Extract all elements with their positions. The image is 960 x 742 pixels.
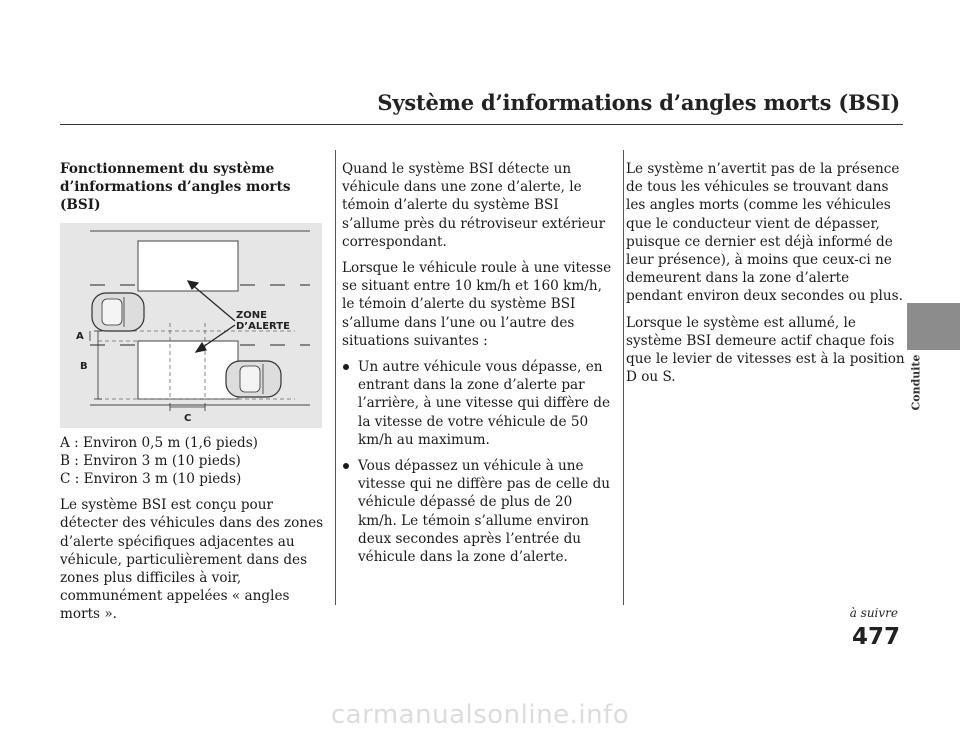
body-paragraph: Lorsque le système est allumé, le système BSI demeure actif chaque fois que le levier de vitesses est à la position D ou S. bbox=[626, 314, 905, 386]
bullet-text: Vous dépassez un véhicule à une vitesse qui ne diffère pas de celle du véhicule dépassé de plus de 20 km/h. Le témoin s’allume environ deux secondes après l’entrée du véhicule dans la zone d’alerte. bbox=[358, 458, 611, 566]
chapter-tab bbox=[907, 303, 960, 350]
column-divider bbox=[623, 150, 624, 605]
continued-note: à suivre bbox=[849, 606, 898, 620]
chapter-label-text: Conduite bbox=[909, 353, 923, 411]
bullet-text: Un autre véhicule vous dépasse, en entrant dans la zone d’alerte par l’arrière, à une vitesse qui diffère de la vitesse de votre véhicule de 50 km/h au maximum. bbox=[358, 359, 610, 448]
dimension-item: A : Environ 0,5 m (1,6 pieds) bbox=[60, 434, 258, 451]
header-divider bbox=[60, 124, 903, 125]
dimension-label-c: C bbox=[184, 412, 192, 424]
bullet-item bbox=[342, 457, 612, 566]
body-paragraph: Le système BSI est conçu pour détecter des véhicules dans des zones d’alerte spécifiques adjacentes au véhicule, particulièrement dans des zones plus difficiles à voir, communément appelées « angles morts ». bbox=[60, 497, 324, 623]
own-car-icon bbox=[92, 293, 144, 331]
column-2 bbox=[342, 160, 612, 574]
zone-label: ZONE bbox=[236, 309, 267, 321]
bullet-icon bbox=[343, 364, 349, 370]
bullet-icon bbox=[343, 463, 349, 469]
subsection-heading: Fonctionnement du système d’informations d’angles morts (BSI) bbox=[60, 161, 291, 214]
body-paragraph: Le système n’avertit pas de la présence de tous les véhicules se trouvant dans les angles morts (comme les véhicules que le conducteur vient de dépasser, puisque ce dernier est déjà informé de leur présence), à moins que ceux-ci ne demeurent dans la zone d’alerte pendant environ deux secondes ou plus. bbox=[626, 161, 903, 305]
page-number: 477 bbox=[851, 624, 900, 650]
body-paragraph: Lorsque le véhicule roule à une vitesse se situant entre 10 km/h et 160 km/h, le témoin d’alerte du système BSI s’allume dans l’une ou l’autre des situations suivantes : bbox=[342, 260, 612, 349]
other-car-icon bbox=[226, 361, 281, 397]
dimension-label-b: B bbox=[80, 360, 88, 372]
bullet-item bbox=[342, 358, 612, 449]
dimension-list bbox=[60, 434, 325, 489]
watermark: carmanualsonline.info bbox=[330, 700, 630, 730]
column-3 bbox=[626, 160, 906, 394]
column-divider bbox=[335, 150, 336, 605]
dimension-label-a: A bbox=[76, 330, 84, 342]
column-1 bbox=[60, 160, 325, 632]
bsi-zone-diagram bbox=[60, 223, 322, 428]
dimension-item: C : Environ 3 m (10 pieds) bbox=[60, 471, 242, 488]
dimension-item: B : Environ 3 m (10 pieds) bbox=[60, 452, 241, 469]
section-title: Système d’informations d’angles morts (BSI) bbox=[377, 90, 900, 115]
chapter-label bbox=[906, 352, 926, 412]
body-paragraph: Quand le système BSI détecte un véhicule dans une zone d’alerte, le témoin d’alerte du système BSI s’allume près du rétroviseur extérieur correspondant. bbox=[342, 161, 606, 250]
zone-label: D’ALERTE bbox=[236, 320, 290, 332]
